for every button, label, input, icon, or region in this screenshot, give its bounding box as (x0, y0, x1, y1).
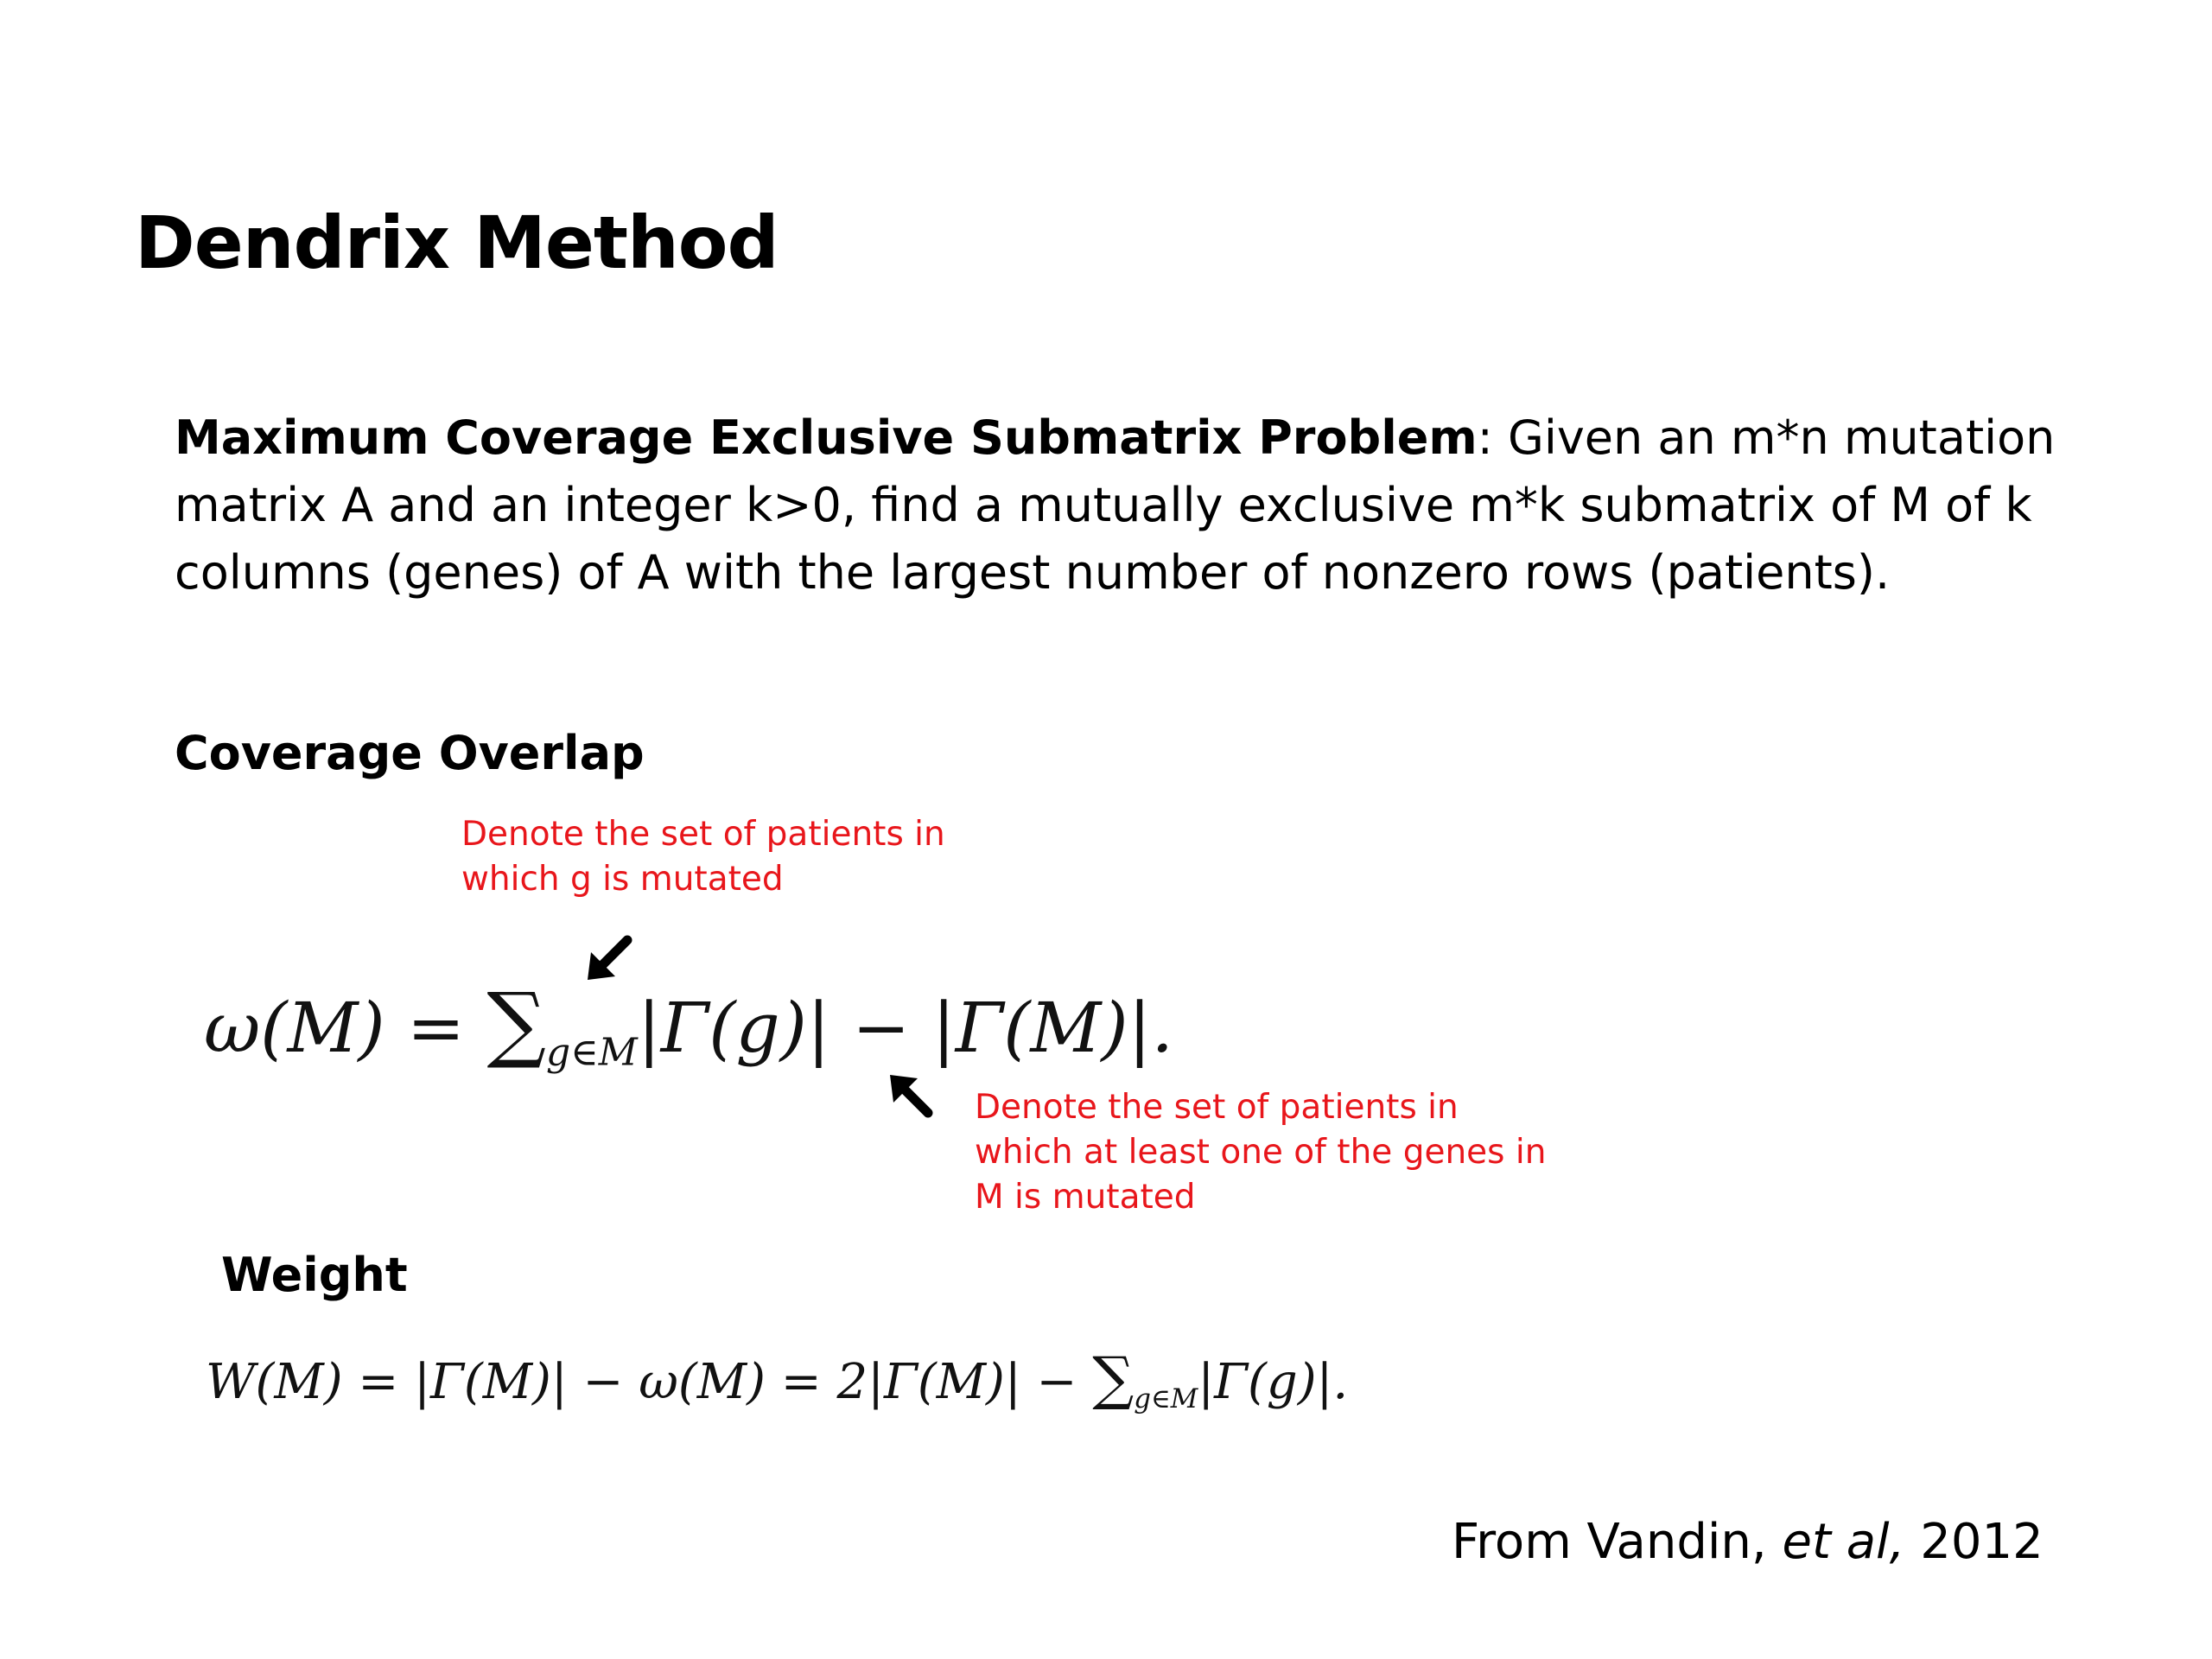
citation-etal: et al, (1782, 1514, 1905, 1570)
problem-text: : Given an m*n mutation matrix A and an integer k>0, find a mutually exclusive m*k submatrix of M of k columns (genes) of A with the largest number of nonzero rows (patients). (175, 410, 2056, 600)
citation (1452, 1514, 2044, 1570)
page-title: Dendrix Method (135, 200, 779, 285)
coverage-overlap-heading: Coverage Overlap (175, 726, 645, 780)
citation-year: 2012 (1904, 1514, 2044, 1570)
weight-formula-rhs: |Γ(g)|. (1198, 1354, 1349, 1410)
sum-symbol: ∑ (486, 975, 546, 1071)
note-gamma-m (975, 1085, 1546, 1220)
weight-formula (206, 1344, 1348, 1414)
sum-symbol: ∑ (1092, 1344, 1135, 1412)
problem-statement (175, 404, 2162, 607)
sum-subscript: g∈M (1134, 1382, 1198, 1414)
note-gamma-g-line: which g is mutated (461, 860, 784, 899)
formula-term-gamma-m: |Γ(M)|. (931, 988, 1173, 1068)
coverage-overlap-formula (204, 975, 1173, 1074)
note-gamma-g (461, 812, 945, 902)
formula-term-gamma-g: |Γ(g)| (637, 988, 830, 1068)
note-gamma-g-line: Denote the set of patients in (461, 815, 945, 854)
citation-from: From Vandin, (1452, 1514, 1783, 1570)
note-gamma-m-line: which at least one of the genes in (975, 1133, 1547, 1172)
problem-heading: Maximum Coverage Exclusive Submatrix Problem (175, 410, 1478, 465)
formula-lhs: ω(M) = (204, 988, 487, 1068)
weight-heading: Weight (221, 1248, 408, 1302)
weight-formula-lhs: W(M) = |Γ(M)| − ω(M) = 2|Γ(M)| − (206, 1354, 1093, 1410)
note-gamma-m-line: Denote the set of patients in (975, 1088, 1459, 1127)
note-gamma-m-line: M is mutated (975, 1178, 1196, 1217)
arrow-up-left-icon (887, 1073, 938, 1122)
sum-subscript: g∈M (546, 1030, 638, 1075)
formula-minus: − (830, 988, 932, 1068)
